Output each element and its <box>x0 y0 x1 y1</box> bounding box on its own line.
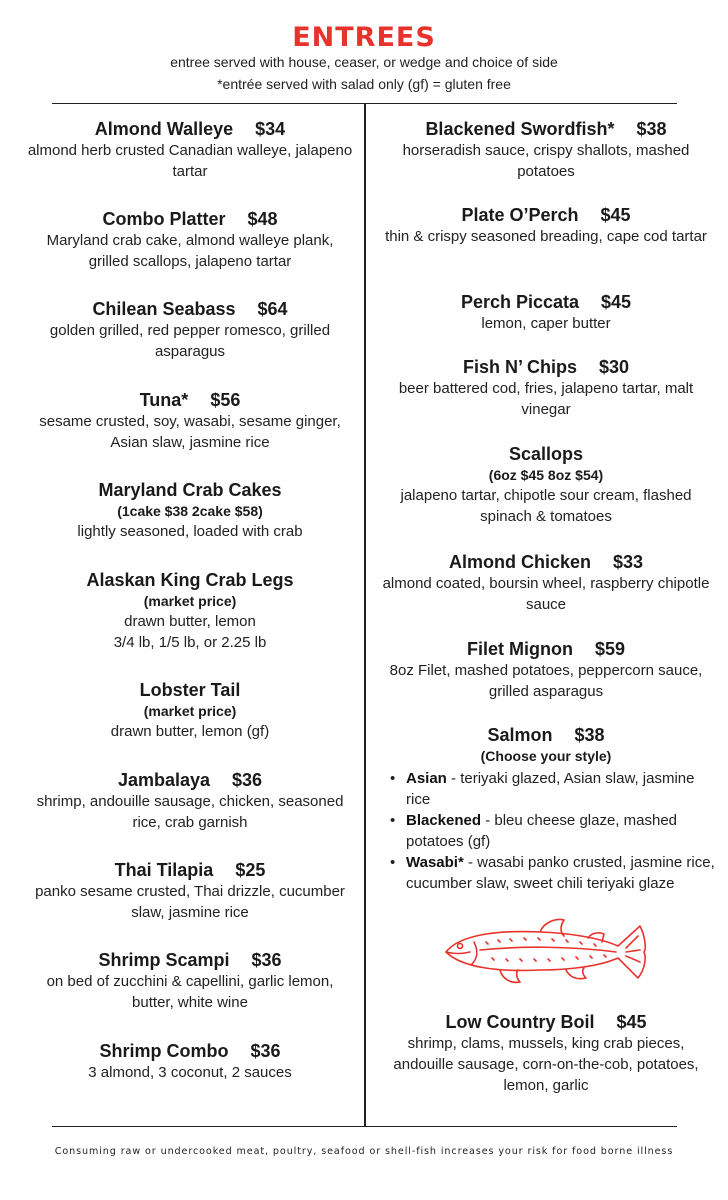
item-name: Almond Walleye <box>94 119 234 139</box>
item-desc: jalapeno tartar, chipotle sour cream, flashed spinach & tomatoes <box>400 487 692 525</box>
item-desc-weights: 3/4 lb, 1/5 lb, or 2.25 lb <box>113 634 267 651</box>
menu-item <box>25 679 355 742</box>
item-name: Shrimp Scampi <box>98 950 230 970</box>
list-item <box>388 852 716 894</box>
item-price: $48 <box>247 209 278 229</box>
salmon-style-list <box>388 768 716 894</box>
item-price: $30 <box>598 357 630 377</box>
item-name: Alaskan King Crab Legs <box>86 570 294 590</box>
menu-item <box>25 298 355 362</box>
item-note: (Choose your style) <box>480 748 612 764</box>
item-name: Filet Mignon <box>466 639 573 659</box>
menu-item <box>25 479 355 542</box>
item-note: (1cake $38 2cake $58) <box>117 503 263 519</box>
menu-item <box>376 1011 716 1096</box>
item-name: Perch Piccata <box>460 292 580 312</box>
menu-item <box>376 638 716 702</box>
style-name: Wasabi* <box>406 854 464 871</box>
item-name: Maryland Crab Cakes <box>98 480 282 500</box>
item-desc: beer battered cod, fries, jalapeno tartar, malt vinegar <box>398 380 694 418</box>
item-price: $59 <box>594 639 626 659</box>
item-name: Plate O’Perch <box>461 205 579 225</box>
menu-item-salmon <box>376 724 716 766</box>
item-desc: golden grilled, red pepper romesco, grilled asparagus <box>49 322 331 360</box>
item-name: Tuna* <box>139 390 189 410</box>
item-desc: drawn butter, lemon <box>124 613 256 630</box>
menu-item <box>25 769 355 833</box>
menu-item <box>376 118 716 182</box>
item-desc: horseradish sauce, crispy shallots, mashed potatoes <box>402 142 690 180</box>
item-desc: shrimp, clams, mussels, king crab pieces, andouille sausage, corn-on-the-cob, potatoes, lemon, garlic <box>393 1035 699 1094</box>
item-name: Fish N’ Chips <box>462 357 577 377</box>
item-price: $56 <box>210 390 241 410</box>
item-desc: drawn butter, lemon (gf) <box>110 723 270 740</box>
item-name: Shrimp Combo <box>99 1041 229 1061</box>
item-price: $36 <box>232 770 263 790</box>
item-price: $45 <box>600 205 631 225</box>
menu-item <box>25 208 355 272</box>
menu-item <box>25 1040 355 1083</box>
style-desc: - bleu cheese glaze, mashed potatoes (gf) <box>406 812 677 850</box>
item-desc: sesame crusted, soy, wasabi, sesame ginger, Asian slaw, jasmine rice <box>39 413 341 451</box>
item-desc: panko sesame crusted, Thai drizzle, cucumber slaw, jasmine rice <box>35 883 345 921</box>
food-safety-disclaimer: Consuming raw or undercooked meat, poultry, seafood or shell-fish increases your risk for food borne illness <box>54 1146 674 1157</box>
style-name: Asian <box>406 770 447 787</box>
item-desc: 3 almond, 3 coconut, 2 sauces <box>88 1064 292 1081</box>
item-price: $36 <box>251 950 282 970</box>
bullet-icon: • <box>390 854 396 871</box>
item-note: (market price) <box>143 703 237 719</box>
item-price: $64 <box>257 299 288 319</box>
menu-item <box>376 291 716 334</box>
list-item <box>388 768 716 810</box>
item-desc: almond coated, boursin wheel, raspberry chipotle sauce <box>382 575 710 613</box>
item-name: Chilean Seabass <box>92 299 236 319</box>
item-desc: almond herb crusted Canadian walleye, jalapeno tartar <box>27 142 353 180</box>
page-title: ENTREES <box>292 22 436 53</box>
item-name: Combo Platter <box>102 209 226 229</box>
style-desc: - teriyaki glazed, Asian slaw, jasmine rice <box>406 770 695 808</box>
item-note: (market price) <box>143 593 237 609</box>
item-name: Almond Chicken <box>448 552 591 572</box>
item-price: $38 <box>636 119 667 139</box>
item-desc: lemon, caper butter <box>481 315 611 332</box>
item-desc: lightly seasoned, loaded with crab <box>77 523 303 540</box>
item-name: Salmon <box>487 725 553 745</box>
item-desc: on bed of zucchini & capellini, garlic lemon, butter, white wine <box>46 973 334 1011</box>
menu-item <box>25 118 355 182</box>
item-desc: Maryland crab cake, almond walleye plank, grilled scallops, jalapeno tartar <box>46 232 334 270</box>
item-name: Blackened Swordfish* <box>425 119 615 139</box>
style-name: Blackened <box>406 812 482 829</box>
item-price: $38 <box>574 725 605 745</box>
menu-item <box>25 949 355 1013</box>
subtitle-salad-note: *entrée served with salad only (gf) = gluten free <box>217 76 511 92</box>
menu-item <box>25 389 355 453</box>
item-price: $33 <box>612 552 644 572</box>
item-price: $36 <box>250 1041 281 1061</box>
salmon-fish-icon <box>440 912 652 990</box>
item-name: Low Country Boil <box>445 1012 595 1032</box>
list-item <box>388 810 716 852</box>
menu-item <box>376 204 716 247</box>
item-price: $25 <box>235 860 266 880</box>
item-name: Scallops <box>508 444 584 464</box>
bullet-icon: • <box>390 770 396 787</box>
item-desc: 8oz Filet, mashed potatoes, peppercorn sauce, grilled asparagus <box>389 662 703 700</box>
menu-item <box>25 569 355 653</box>
subtitle-sides: entree served with house, ceaser, or wedge and choice of side <box>170 54 558 70</box>
menu-item <box>376 443 716 527</box>
item-price: $45 <box>601 292 632 312</box>
bullet-icon: • <box>390 812 396 829</box>
item-name: Jambalaya <box>117 770 211 790</box>
item-desc: thin & crispy seasoned breading, cape cod tartar <box>385 228 707 245</box>
menu-item <box>376 551 716 615</box>
style-desc: - wasabi panko crusted, jasmine rice, cucumber slaw, sweet chili teriyaki glaze <box>406 854 715 892</box>
menu-item <box>376 356 716 420</box>
bottom-rule <box>52 1126 677 1127</box>
menu-item <box>25 859 355 923</box>
item-desc: shrimp, andouille sausage, chicken, seasoned rice, crab garnish <box>36 793 344 831</box>
item-note: (6oz $45 8oz $54) <box>488 467 604 483</box>
item-name: Lobster Tail <box>139 680 241 700</box>
item-price: $34 <box>255 119 286 139</box>
column-divider <box>364 103 366 1126</box>
item-name: Thai Tilapia <box>114 860 214 880</box>
item-price: $45 <box>616 1012 647 1032</box>
